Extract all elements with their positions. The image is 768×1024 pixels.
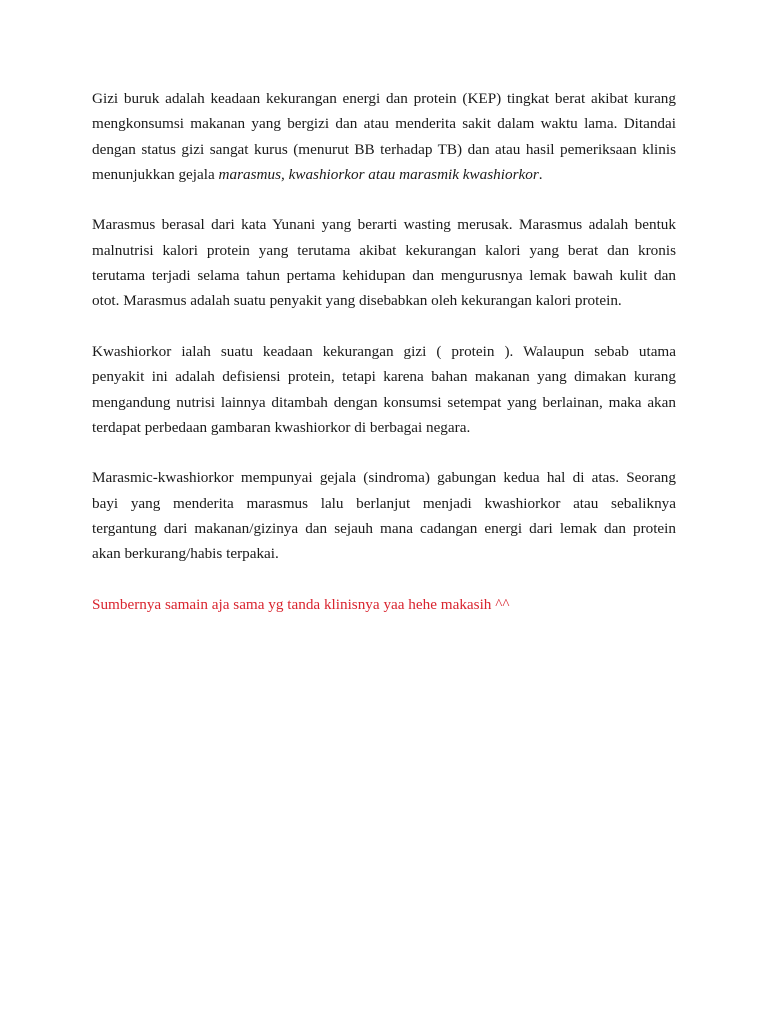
source-note: [92, 592, 676, 617]
text-line: mengkonsumsi makanan yang bergizi dan atau menderita sakit dalam waktu lama. Ditandai: [92, 115, 676, 133]
text-line: bayi yang menderita marasmus lalu berlanjut menjadi kwashiorkor atau sebaliknya: [92, 494, 676, 512]
text-line: malnutrisi kalori protein yang terutama akibat kekurangan kalori yang berat dan kronis: [92, 241, 676, 259]
paragraph-kwashiorkor: [92, 339, 676, 440]
text-line: otot. Marasmus adalah suatu penyakit yang disebabkan oleh kekurangan kalori protein.: [92, 292, 622, 310]
text-line: penyakit ini adalah defisiensi protein, tetapi karena bahan makanan yang dimakan kurang: [92, 368, 676, 386]
text-line: Gizi buruk adalah keadaan kekurangan energi dan protein (KEP) tingkat berat akibat kurang: [92, 90, 676, 107]
paragraph-marasmus: [92, 212, 676, 313]
document-page: [92, 86, 676, 643]
text-line: terutama terjadi selama tahun pertama kehidupan dan mengurusnya lemak bawah kulit dan: [92, 267, 676, 285]
text-line: mengandung nutrisi lainnya ditambah dengan konsumsi setempat yang berlainan, maka akan: [92, 393, 676, 411]
text-line: tergantung dari makanan/gizinya dan sejauh mana cadangan energi dari lemak dan protein: [92, 520, 676, 538]
text-line: [92, 162, 676, 187]
paragraph-marasmic-kwashiorkor: [92, 465, 676, 566]
text-segment: .: [538, 165, 543, 183]
text-line: akan berkurang/habis terpakai.: [92, 545, 279, 563]
text-line: Marasmic-kwashiorkor mempunyai gejala (sindroma) gabungan kedua hal di atas. Seorang: [92, 469, 676, 487]
text-line: Kwashiorkor ialah suatu keadaan kekurangan gizi ( protein ). Walaupun sebab utama: [92, 342, 676, 360]
paragraph-gizi-buruk: [92, 86, 676, 187]
text-line: dengan status gizi sangat kurus (menurut BB terhadap TB) dan atau hasil pemeriksaan klinis: [92, 140, 676, 158]
text-line: terdapat perbedaan gambaran kwashiorkor di berbagai negara.: [92, 418, 471, 436]
note-text: Sumbernya samain aja sama yg tanda klinisnya yaa hehe makasih ^^: [92, 595, 510, 613]
italic-terms: marasmus, kwashiorkor atau marasmik kwashiorkor: [218, 165, 539, 183]
text-line: Marasmus berasal dari kata Yunani yang berarti wasting merusak. Marasmus adalah bentuk: [92, 216, 676, 234]
text-segment: menunjukkan gejala: [92, 165, 219, 183]
